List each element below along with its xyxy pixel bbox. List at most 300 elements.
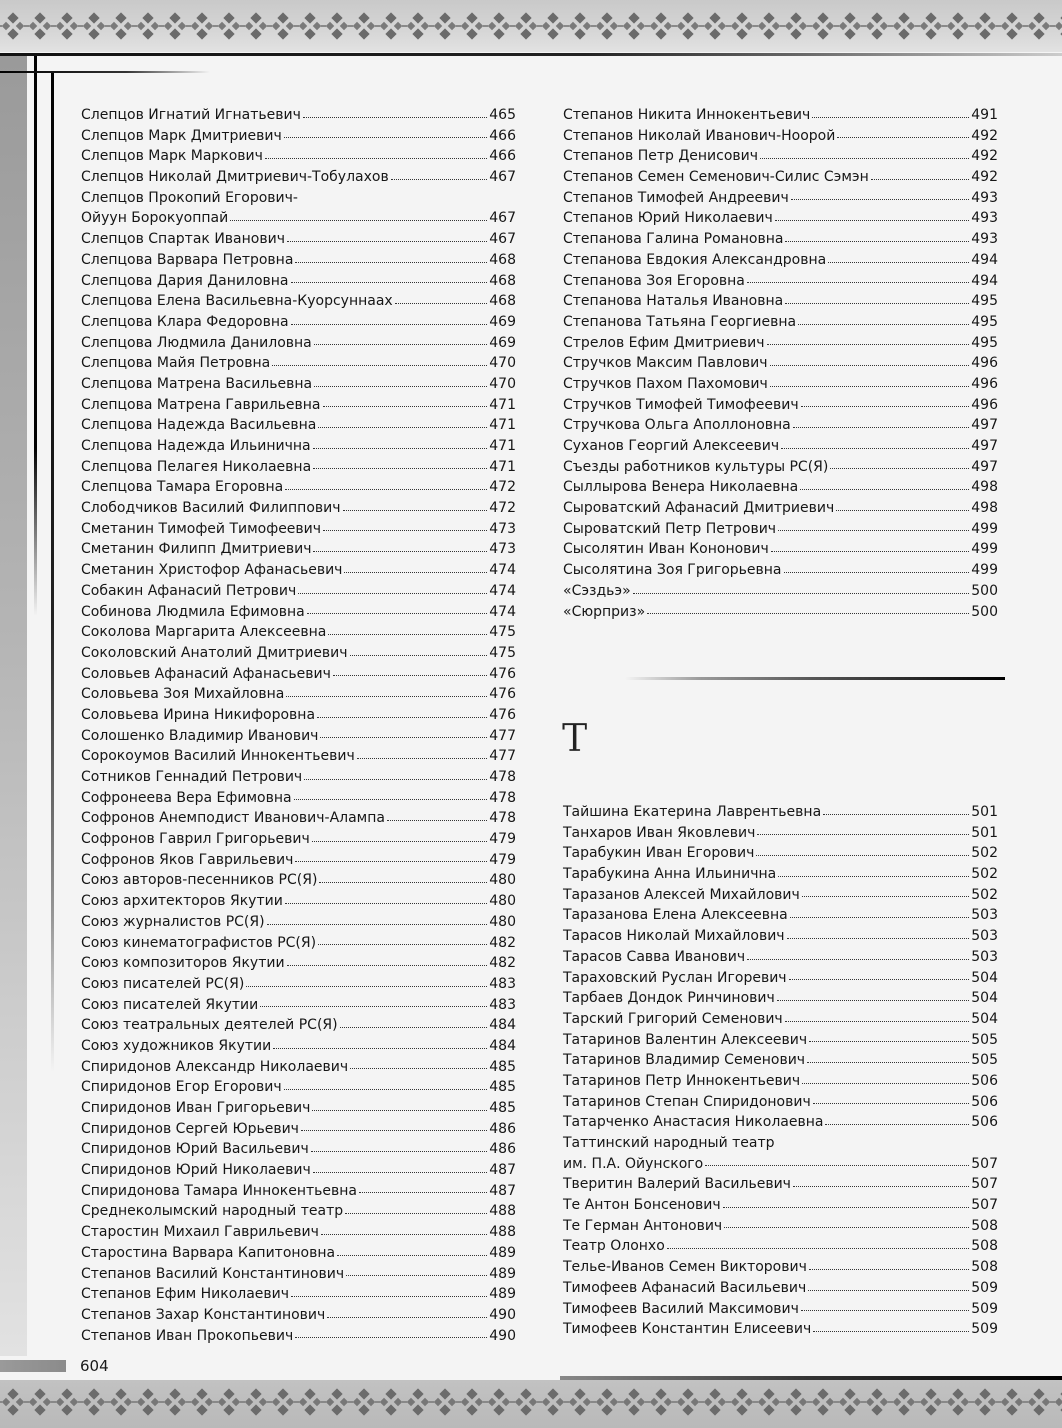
index-column-right-t bbox=[563, 802, 998, 1340]
entry-name: Слепцов Прокопий Егорович- bbox=[81, 189, 298, 206]
entry-page-number: 495 bbox=[971, 293, 998, 310]
entry-page-number: 493 bbox=[971, 189, 998, 206]
entry-page-number: 486 bbox=[489, 1120, 516, 1137]
index-entry bbox=[563, 539, 998, 560]
entry-page-number: 476 bbox=[489, 686, 516, 703]
entry-name: Слепцов Марк Маркович bbox=[81, 148, 263, 165]
entry-name: Стручкова Ольга Аполлоновна bbox=[563, 417, 791, 434]
dot-leader bbox=[314, 344, 488, 345]
index-entry bbox=[81, 167, 516, 188]
index-entry bbox=[563, 885, 998, 906]
entry-name: Татаринов Петр Иннокентьевич bbox=[563, 1072, 801, 1089]
index-entry bbox=[81, 1160, 516, 1181]
entry-name: Союз художников Якутии bbox=[81, 1037, 272, 1054]
dot-leader bbox=[793, 1186, 969, 1187]
index-entry bbox=[563, 1195, 998, 1216]
entry-page-number: 501 bbox=[971, 804, 998, 820]
dot-leader bbox=[323, 530, 487, 531]
dot-leader bbox=[871, 179, 970, 180]
entry-name: Соколова Маргарита Алексеевна bbox=[81, 624, 327, 641]
dot-leader bbox=[273, 1048, 487, 1049]
dot-leader bbox=[789, 979, 970, 980]
entry-name: Слепцова Варвара Петровна bbox=[81, 251, 294, 268]
entry-page-number: 468 bbox=[489, 293, 516, 310]
entry-name: Софронеева Вера Ефимовна bbox=[81, 789, 292, 806]
dot-leader bbox=[785, 1021, 970, 1022]
dot-leader bbox=[784, 572, 970, 573]
entry-name: Тимофеев Афанасий Васильевич bbox=[563, 1279, 807, 1296]
dot-leader bbox=[777, 1000, 970, 1001]
index-entry bbox=[81, 1139, 516, 1160]
entry-name: Степанов Юрий Николаевич bbox=[563, 210, 773, 227]
index-entry bbox=[563, 457, 998, 478]
dot-leader bbox=[809, 1041, 969, 1042]
dot-leader bbox=[318, 427, 487, 428]
dot-leader bbox=[344, 572, 487, 573]
index-entry bbox=[81, 622, 516, 643]
index-entry bbox=[563, 1092, 998, 1113]
entry-page-number: 503 bbox=[971, 907, 998, 924]
dot-leader bbox=[828, 262, 969, 263]
entry-page-number: 484 bbox=[489, 1037, 516, 1054]
index-entry bbox=[81, 188, 516, 209]
dot-leader bbox=[286, 696, 487, 697]
entry-page-number: 474 bbox=[489, 603, 516, 620]
entry-name: Театр Олонхо bbox=[563, 1238, 665, 1255]
entry-name: Софронов Анемподист Иванович-Алампа bbox=[81, 810, 385, 827]
index-entry bbox=[81, 250, 516, 271]
section-heading-letter: Т bbox=[562, 716, 588, 760]
dot-leader bbox=[801, 1310, 969, 1311]
dot-leader bbox=[272, 365, 487, 366]
dot-leader bbox=[312, 841, 488, 842]
entry-page-number: 494 bbox=[971, 272, 998, 289]
dot-leader bbox=[812, 117, 969, 118]
entry-name: Степанова Зоя Егоровна bbox=[563, 272, 745, 289]
index-entry bbox=[81, 333, 516, 354]
dot-leader bbox=[667, 1248, 969, 1249]
dot-leader bbox=[313, 448, 488, 449]
dot-leader bbox=[801, 406, 970, 407]
dot-leader bbox=[770, 365, 970, 366]
index-entry bbox=[563, 395, 998, 416]
entry-page-number: 467 bbox=[489, 210, 516, 227]
entry-page-number: 495 bbox=[971, 334, 998, 351]
dot-leader bbox=[391, 179, 488, 180]
entry-name: Спиридонов Иван Григорьевич bbox=[81, 1100, 311, 1116]
dot-leader bbox=[808, 1290, 969, 1291]
entry-page-number: 471 bbox=[489, 396, 516, 413]
index-entry bbox=[81, 498, 516, 519]
index-entry bbox=[81, 684, 516, 705]
index-entry bbox=[563, 1174, 998, 1195]
entry-name: Солошенко Владимир Иванович bbox=[81, 727, 319, 744]
index-entry bbox=[81, 229, 516, 250]
index-entry bbox=[563, 1133, 998, 1154]
index-entry bbox=[563, 1009, 998, 1030]
ornament-pattern-icon bbox=[0, 1380, 1062, 1428]
dot-leader bbox=[291, 324, 488, 325]
dot-leader bbox=[284, 1089, 488, 1090]
entry-name: Степанова Наталья Ивановна bbox=[563, 293, 784, 310]
dot-leader bbox=[350, 655, 488, 656]
entry-page-number: 502 bbox=[971, 845, 998, 862]
index-entry bbox=[563, 823, 998, 844]
header-rule bbox=[0, 53, 1062, 56]
entry-page-number: 478 bbox=[489, 769, 516, 785]
index-entry bbox=[81, 664, 516, 685]
entry-name: Татаринов Валентин Алексеевич bbox=[563, 1031, 808, 1048]
index-entry bbox=[563, 560, 998, 581]
entry-name: Собакин Афанасий Петрович bbox=[81, 582, 297, 599]
index-entry bbox=[81, 746, 516, 767]
entry-page-number: 502 bbox=[971, 886, 998, 903]
index-entry bbox=[81, 126, 516, 147]
index-entry bbox=[563, 333, 998, 354]
index-entry bbox=[81, 291, 516, 312]
frame-horizontal-rule bbox=[0, 71, 210, 73]
entry-name: Союз писателей Якутии bbox=[81, 996, 259, 1013]
index-entry bbox=[563, 250, 998, 271]
entry-name: Степанов Тимофей Андреевич bbox=[563, 189, 789, 206]
dot-leader bbox=[312, 1110, 487, 1111]
entry-page-number: 497 bbox=[971, 458, 998, 475]
index-entry bbox=[563, 105, 998, 126]
index-entry bbox=[81, 415, 516, 436]
entry-name: Тарабукин Иван Егорович bbox=[563, 845, 755, 862]
dot-leader bbox=[295, 262, 487, 263]
index-entry bbox=[563, 905, 998, 926]
entry-page-number: 490 bbox=[489, 1306, 516, 1323]
page-number-bar bbox=[0, 1360, 66, 1372]
dot-leader bbox=[757, 834, 969, 835]
index-entry bbox=[563, 436, 998, 457]
entry-page-number: 472 bbox=[489, 479, 516, 496]
index-entry bbox=[563, 968, 998, 989]
entry-page-number: 497 bbox=[971, 417, 998, 434]
entry-page-number: 492 bbox=[971, 169, 998, 186]
dot-leader bbox=[760, 158, 969, 159]
entry-name: Стрелов Ефим Дмитриевич bbox=[563, 334, 765, 351]
dot-leader bbox=[291, 1296, 487, 1297]
entry-page-number: 506 bbox=[971, 1114, 998, 1131]
entry-name: Тарасов Николай Михайлович bbox=[563, 928, 785, 945]
entry-name: Слепцова Надежда Васильевна bbox=[81, 417, 317, 434]
entry-page-number: 471 bbox=[489, 458, 516, 475]
dot-leader bbox=[313, 468, 487, 469]
entry-name: «Сюрприз» bbox=[563, 603, 646, 620]
frame-vertical-rule-inner bbox=[51, 72, 54, 1072]
entry-name: Тарасов Савва Иванович bbox=[563, 948, 746, 965]
entry-page-number: 466 bbox=[489, 148, 516, 165]
dot-leader bbox=[647, 613, 969, 614]
entry-name: Тверитин Валерий Васильевич bbox=[563, 1176, 791, 1193]
dot-leader bbox=[350, 1068, 487, 1069]
index-entry bbox=[81, 974, 516, 995]
entry-name: Сыроватский Афанасий Дмитриевич bbox=[563, 500, 835, 517]
entry-name: Таразанова Елена Алексеевна bbox=[563, 907, 788, 924]
entry-page-number: 488 bbox=[489, 1203, 516, 1220]
index-entry bbox=[81, 1305, 516, 1326]
entry-page-number: 509 bbox=[971, 1300, 998, 1317]
index-entry bbox=[563, 602, 998, 623]
entry-name: Слепцов Игнатий Игнатьевич bbox=[81, 107, 301, 123]
entry-page-number: 497 bbox=[971, 438, 998, 454]
entry-name: Таттинский народный театр bbox=[563, 1135, 775, 1151]
index-entry bbox=[563, 1071, 998, 1092]
entry-page-number: 470 bbox=[489, 355, 516, 372]
index-entry bbox=[81, 602, 516, 623]
entry-page-number: 477 bbox=[489, 748, 516, 765]
frame-vertical-rule bbox=[34, 56, 37, 616]
entry-name: Союз архитекторов Якутии bbox=[81, 893, 283, 910]
entry-page-number: 487 bbox=[489, 1182, 516, 1199]
dot-leader bbox=[790, 917, 970, 918]
dot-leader bbox=[260, 1006, 487, 1007]
entry-page-number: 493 bbox=[971, 231, 998, 248]
entry-page-number: 496 bbox=[971, 396, 998, 413]
entry-name: Софронов Гаврил Григорьевич bbox=[81, 831, 310, 848]
dot-leader bbox=[747, 959, 969, 960]
index-entry bbox=[81, 912, 516, 933]
dot-leader bbox=[313, 551, 487, 552]
dot-leader bbox=[337, 1255, 487, 1256]
entry-page-number: 482 bbox=[489, 955, 516, 972]
entry-page-number: 507 bbox=[971, 1176, 998, 1193]
entry-name: Слепцова Тамара Егоровна bbox=[81, 479, 284, 496]
entry-page-number: 483 bbox=[489, 975, 516, 992]
dot-leader bbox=[340, 1027, 488, 1028]
index-entry bbox=[563, 1319, 998, 1340]
index-column-left bbox=[81, 105, 516, 1346]
entry-page-number: 476 bbox=[489, 706, 516, 723]
entry-page-number: 502 bbox=[971, 866, 998, 883]
entry-name: Сметанин Филипп Дмитриевич bbox=[81, 541, 312, 558]
index-entry bbox=[81, 995, 516, 1016]
dot-leader bbox=[317, 717, 487, 718]
index-entry bbox=[81, 312, 516, 333]
entry-page-number: 508 bbox=[971, 1259, 998, 1276]
index-column-right-s bbox=[563, 105, 998, 622]
entry-name: Собинова Людмила Ефимовна bbox=[81, 603, 305, 620]
entry-page-number: 489 bbox=[489, 1265, 516, 1282]
entry-page-number: 466 bbox=[489, 127, 516, 144]
entry-page-number: 468 bbox=[489, 251, 516, 268]
index-entry bbox=[563, 988, 998, 1009]
index-entry bbox=[563, 1299, 998, 1320]
entry-name: Сотников Геннадий Петрович bbox=[81, 769, 303, 785]
entry-name: Степанов Иван Прокопьевич bbox=[81, 1327, 294, 1344]
entry-name: Степанова Евдокия Александровна bbox=[563, 251, 827, 268]
entry-page-number: 467 bbox=[489, 169, 516, 186]
entry-page-number: 483 bbox=[489, 996, 516, 1013]
dot-leader bbox=[285, 903, 487, 904]
entry-page-number: 499 bbox=[971, 562, 998, 579]
entry-page-number: 471 bbox=[489, 438, 516, 454]
entry-name: Танхаров Иван Яковлевич bbox=[563, 824, 756, 841]
index-entry bbox=[563, 353, 998, 374]
dot-leader bbox=[802, 896, 969, 897]
entry-name: Спиридонов Юрий Васильевич bbox=[81, 1141, 309, 1158]
dot-leader bbox=[265, 158, 487, 159]
index-entry bbox=[81, 705, 516, 726]
entry-name: Слепцов Спартак Иванович bbox=[81, 231, 285, 248]
dot-leader bbox=[284, 137, 488, 138]
dot-leader bbox=[395, 303, 488, 304]
entry-page-number: 479 bbox=[489, 831, 516, 848]
dot-leader bbox=[830, 468, 969, 469]
index-entry bbox=[81, 353, 516, 374]
dot-leader bbox=[346, 1275, 487, 1276]
dot-leader bbox=[295, 861, 487, 862]
entry-name: Софронов Яков Гаврильевич bbox=[81, 851, 294, 868]
dot-leader bbox=[802, 1083, 969, 1084]
entry-page-number: 471 bbox=[489, 417, 516, 434]
index-entry bbox=[81, 850, 516, 871]
entry-name: Слепцова Майя Петровна bbox=[81, 355, 271, 372]
index-entry bbox=[563, 229, 998, 250]
index-entry bbox=[81, 1181, 516, 1202]
entry-page-number: 504 bbox=[971, 1010, 998, 1027]
index-entry bbox=[81, 374, 516, 395]
entry-page-number: 479 bbox=[489, 851, 516, 868]
entry-page-number: 473 bbox=[489, 541, 516, 558]
entry-name: Союз авторов-песенников РС(Я) bbox=[81, 872, 318, 889]
index-entry bbox=[563, 802, 998, 823]
entry-page-number: 478 bbox=[489, 789, 516, 806]
dot-leader bbox=[287, 241, 487, 242]
dot-leader bbox=[387, 820, 487, 821]
entry-name: Спиридонов Сергей Юрьевич bbox=[81, 1120, 299, 1137]
entry-page-number: 486 bbox=[489, 1141, 516, 1158]
entry-name: Стручков Пахом Пахомович bbox=[563, 375, 768, 392]
index-entry bbox=[563, 415, 998, 436]
dot-leader bbox=[767, 344, 970, 345]
entry-page-number: 473 bbox=[489, 520, 516, 537]
entry-name: Старостина Варвара Капитоновна bbox=[81, 1244, 336, 1261]
index-entry bbox=[81, 208, 516, 229]
entry-name: Слепцов Николай Дмитриевич-Тобулахов bbox=[81, 169, 389, 186]
dot-leader bbox=[775, 220, 970, 221]
top-ornament-band bbox=[0, 0, 1062, 52]
entry-name: Татаринов Владимир Семенович bbox=[563, 1052, 806, 1069]
entry-page-number: 509 bbox=[971, 1321, 998, 1338]
index-entry bbox=[81, 726, 516, 747]
entry-page-number: 468 bbox=[489, 272, 516, 289]
entry-page-number: 475 bbox=[489, 644, 516, 661]
dot-leader bbox=[705, 1165, 969, 1166]
entry-name: Степанов Никита Иннокентьевич bbox=[563, 107, 811, 123]
index-entry bbox=[81, 1243, 516, 1264]
index-entry bbox=[563, 126, 998, 147]
index-entry bbox=[563, 374, 998, 395]
index-entry bbox=[81, 1284, 516, 1305]
entry-page-number: 476 bbox=[489, 665, 516, 682]
entry-page-number: 493 bbox=[971, 210, 998, 227]
index-entry bbox=[81, 581, 516, 602]
entry-page-number: 487 bbox=[489, 1162, 516, 1179]
entry-name: Степанов Петр Денисович bbox=[563, 148, 759, 165]
entry-name: Слепцова Матрена Васильевна bbox=[81, 375, 313, 392]
dot-leader bbox=[359, 1192, 487, 1193]
entry-page-number: 474 bbox=[489, 562, 516, 579]
dot-leader bbox=[756, 855, 969, 856]
entry-name: Слепцова Дария Даниловна bbox=[81, 272, 289, 289]
entry-name: Слепцова Пелагея Николаевна bbox=[81, 458, 312, 475]
index-entry bbox=[563, 1154, 998, 1175]
entry-page-number: 467 bbox=[489, 231, 516, 248]
index-entry bbox=[563, 864, 998, 885]
dot-leader bbox=[800, 489, 969, 490]
dot-leader bbox=[633, 593, 970, 594]
entry-name: «Сэздьэ» bbox=[563, 582, 631, 599]
dot-leader bbox=[787, 938, 970, 939]
entry-page-number: 485 bbox=[489, 1058, 516, 1075]
index-entry bbox=[563, 1236, 998, 1257]
dot-leader bbox=[345, 1213, 487, 1214]
index-entry bbox=[81, 271, 516, 292]
index-entry bbox=[81, 933, 516, 954]
entry-name: Степанов Ефим Николаевич bbox=[81, 1286, 290, 1303]
index-entry bbox=[81, 1222, 516, 1243]
dot-leader bbox=[319, 882, 487, 883]
dot-leader bbox=[320, 737, 487, 738]
entry-name: Слепцова Надежда Ильинична bbox=[81, 438, 311, 454]
entry-name: Тарбаев Дондок Ринчинович bbox=[563, 990, 775, 1007]
page-number: 604 bbox=[80, 1357, 109, 1375]
dot-leader bbox=[298, 593, 487, 594]
entry-name: Съезды работников культуры РС(Я) bbox=[563, 458, 829, 475]
entry-page-number: 489 bbox=[489, 1286, 516, 1303]
entry-page-number: 505 bbox=[971, 1031, 998, 1048]
index-entry bbox=[563, 519, 998, 540]
dot-leader bbox=[323, 406, 488, 407]
entry-name: Тарабукина Анна Ильинична bbox=[563, 866, 777, 883]
index-entry bbox=[81, 1036, 516, 1057]
entry-name: Союз писателей РС(Я) bbox=[81, 975, 245, 992]
entry-name: Слепцова Матрена Гаврильевна bbox=[81, 396, 321, 413]
entry-page-number: 489 bbox=[489, 1244, 516, 1261]
entry-page-number: 491 bbox=[971, 107, 998, 123]
entry-name: Таразанов Алексей Михайлович bbox=[563, 886, 800, 903]
entry-name: Сыллырова Венера Николаевна bbox=[563, 479, 799, 496]
entry-page-number: 500 bbox=[971, 582, 998, 599]
index-entry bbox=[563, 271, 998, 292]
dot-leader bbox=[333, 675, 487, 676]
entry-name: Сорокоумов Василий Иннокентьевич bbox=[81, 748, 355, 765]
entry-page-number: 503 bbox=[971, 928, 998, 945]
side-decor-panel bbox=[0, 56, 27, 1356]
dot-leader bbox=[343, 510, 488, 511]
index-entry bbox=[563, 1278, 998, 1299]
bottom-ornament-band bbox=[0, 1380, 1062, 1428]
dot-leader bbox=[301, 1130, 487, 1131]
entry-page-number: 498 bbox=[971, 479, 998, 496]
dot-leader bbox=[807, 1062, 969, 1063]
dot-leader bbox=[314, 386, 487, 387]
entry-page-number: 508 bbox=[971, 1238, 998, 1255]
entry-page-number: 485 bbox=[489, 1100, 516, 1116]
index-entry bbox=[563, 312, 998, 333]
index-entry bbox=[563, 291, 998, 312]
dot-leader bbox=[307, 613, 488, 614]
entry-name: Ойуун Борокуоппай bbox=[81, 210, 229, 227]
dot-leader bbox=[770, 386, 969, 387]
entry-name: Спиридонов Юрий Николаевич bbox=[81, 1162, 311, 1179]
entry-page-number: 507 bbox=[971, 1155, 998, 1172]
index-entry bbox=[81, 1077, 516, 1098]
entry-name: Старостин Михаил Гаврильевич bbox=[81, 1224, 319, 1241]
